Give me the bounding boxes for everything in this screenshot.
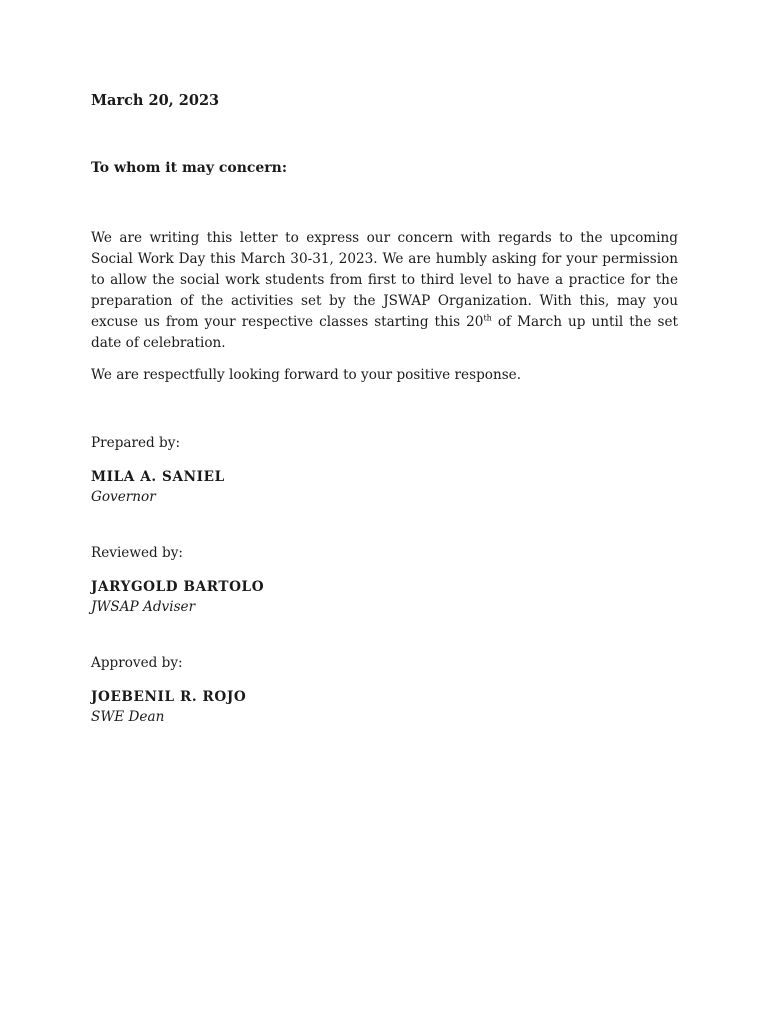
signatory-name: MILA A. SANIEL (91, 469, 225, 485)
signature-block-reviewed (91, 543, 491, 618)
letter-body-text: We are writing this letter to express our concern with regards to the upcoming Social Work Day this March 30-31, 2023. We are humbly asking for your permission to allow the social work students from first to third level to have a practice for the preparation of the activities set by the JSWAP Organization. With this, may you excuse us from your respective classes starting this 20 (91, 230, 678, 330)
ordinal-suffix: th (483, 313, 492, 323)
letter-date: March 20, 2023 (91, 92, 220, 109)
signature-label: Reviewed by: (91, 545, 184, 561)
letter-salutation: To whom it may concern: (91, 160, 288, 176)
signature-block-approved (91, 653, 491, 728)
signatory-title: SWE Dean (91, 709, 165, 725)
letter-closing: We are respectfully looking forward to your positive response. (91, 367, 522, 383)
signature-label: Prepared by: (91, 435, 181, 451)
letter-body (91, 228, 678, 354)
signature-block-prepared (91, 433, 491, 508)
signatory-title: Governor (91, 489, 156, 505)
signatory-title: JWSAP Adviser (91, 599, 196, 615)
signatory-name: JARYGOLD BARTOLO (91, 579, 265, 595)
signature-label: Approved by: (91, 655, 183, 671)
letter-body-text-end: of March up until the set date of celebration. (91, 314, 678, 351)
signatory-name: JOEBENIL R. ROJO (91, 689, 247, 705)
